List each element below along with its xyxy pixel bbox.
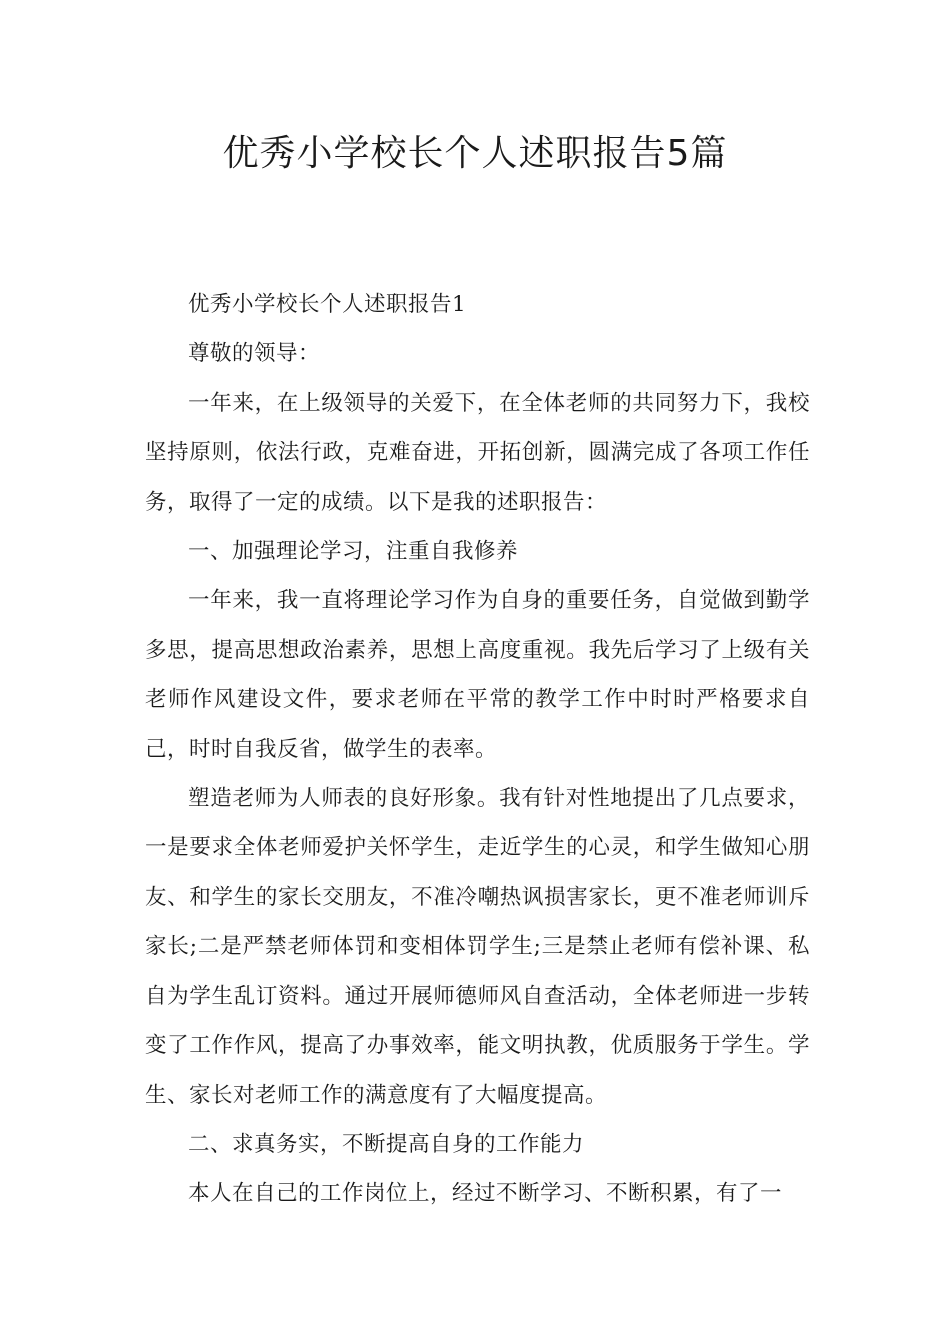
document-body [145, 280, 810, 1219]
section-heading-2: 二、求真务实，不断提高自身的工作能力 [188, 1131, 585, 1157]
salutation: 尊敬的领导： [188, 341, 321, 367]
intro-paragraph: 一年来，在上级领导的关爱下，在全体老师的共同努力下，我校坚持原则，依法行政，克难奋进，开拓创新，圆满完成了各项工作任务，取得了一定的成绩。以下是我的述职报告： [145, 390, 810, 515]
section-1-paragraph-1: 一年来，我一直将理论学习作为自身的重要任务，自觉做到勤学多思，提高思想政治素养，思想上高度重视。我先后学习了上级有关老师作风建设文件，要求老师在平常的教学工作中时时严格要求自己，时时自我反省，做学生的表率。 [145, 588, 810, 762]
document-title: 优秀小学校长个人述职报告5篇 [222, 133, 728, 174]
section-1-paragraph-2: 塑造老师为人师表的良好形象。我有针对性地提出了几点要求，一是要求全体老师爱护关怀学生，走近学生的心灵，和学生做知心朋友、和学生的家长交朋友，不准冷嘲热讽损害家长，更不准老师训斥家长;二是严禁老师体罚和变相体罚学生;三是禁止老师有偿补课、私自为学生乱订资料。通过开展师德师风自查活动，全体老师进一步转变了工作作风，提高了办事效率，能文明执教，优质服务于学生。学生、家长对老师工作的满意度有了大幅度提高。 [145, 786, 810, 1108]
section-heading-1: 一、加强理论学习，注重自我修养 [188, 539, 519, 565]
report-subtitle: 优秀小学校长个人述职报告1 [188, 292, 467, 317]
section-2-paragraph-1: 本人在自己的工作岗位上，经过不断学习、不断积累，有了一 [188, 1181, 783, 1207]
